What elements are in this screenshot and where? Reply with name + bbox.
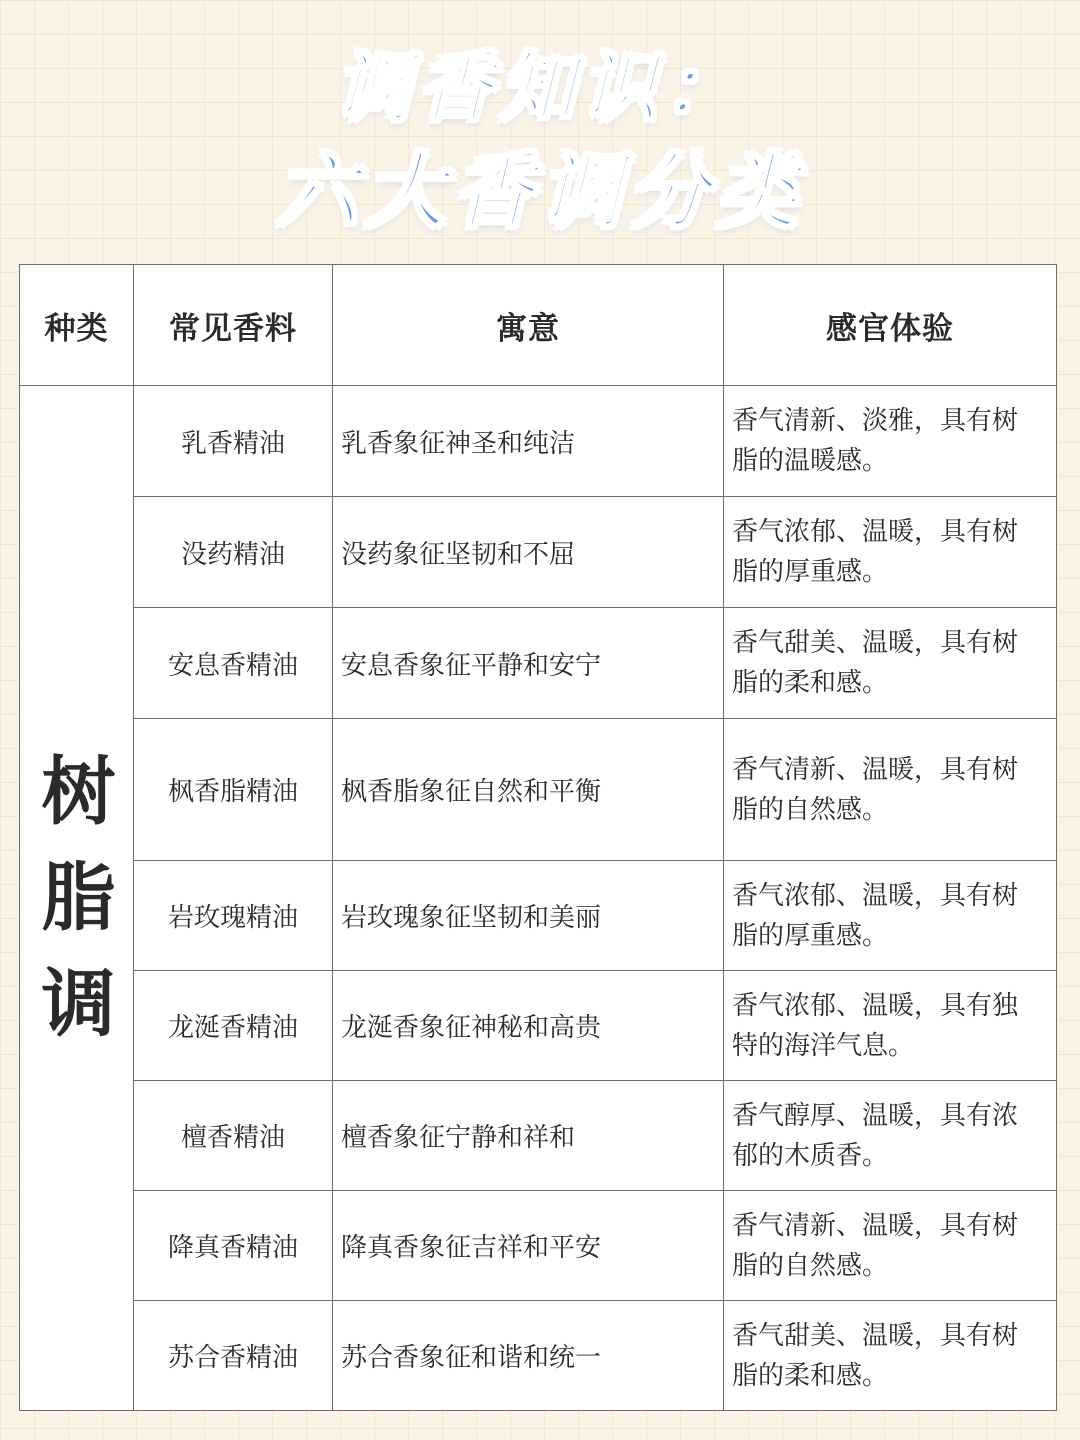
fragrance-table — [19, 264, 1057, 1411]
table-row — [20, 1191, 1057, 1301]
sense-cell: 香气浓郁、温暖，具有树脂的厚重感。 — [724, 861, 1057, 971]
spice-cell: 檀香精油 — [134, 1081, 333, 1191]
table-row — [20, 1081, 1057, 1191]
sense-cell: 香气醇厚、温暖，具有浓郁的木质香。 — [724, 1081, 1057, 1191]
sense-cell: 香气浓郁、温暖，具有树脂的厚重感。 — [724, 497, 1057, 608]
table-row — [20, 719, 1057, 861]
header-spice: 常见香料 — [134, 265, 333, 386]
table-row — [20, 386, 1057, 497]
meaning-cell: 岩玫瑰象征坚韧和美丽 — [333, 861, 724, 971]
table-row — [20, 608, 1057, 719]
meaning-cell: 乳香象征神圣和纯洁 — [333, 386, 724, 497]
category-cell — [20, 386, 134, 1411]
meaning-cell: 没药象征坚韧和不屈 — [333, 497, 724, 608]
sense-cell: 香气清新、温暖，具有树脂的自然感。 — [724, 1191, 1057, 1301]
category-label: 树脂调 — [41, 749, 116, 1047]
spice-cell: 安息香精油 — [134, 608, 333, 719]
page-title-line1: 调香知识： — [335, 43, 745, 132]
table-row — [20, 1301, 1057, 1411]
meaning-cell: 苏合香象征和谐和统一 — [333, 1301, 724, 1411]
meaning-cell: 龙涎香象征神秘和高贵 — [333, 971, 724, 1081]
sense-cell: 香气清新、温暖，具有树脂的自然感。 — [724, 719, 1057, 861]
page-title-line2: 六大香调分类 — [276, 144, 804, 240]
header-meaning: 寓意 — [333, 265, 724, 386]
fragrance-table-container — [19, 264, 1056, 1411]
sense-cell: 香气浓郁、温暖，具有独特的海洋气息。 — [724, 971, 1057, 1081]
spice-cell: 降真香精油 — [134, 1191, 333, 1301]
sense-cell: 香气清新、淡雅，具有树脂的温暖感。 — [724, 386, 1057, 497]
header-sense: 感官体验 — [724, 265, 1057, 386]
meaning-cell: 檀香象征宁静和祥和 — [333, 1081, 724, 1191]
spice-cell: 没药精油 — [134, 497, 333, 608]
table-row — [20, 497, 1057, 608]
table-row — [20, 971, 1057, 1081]
spice-cell: 枫香脂精油 — [134, 719, 333, 861]
spice-cell: 苏合香精油 — [134, 1301, 333, 1411]
meaning-cell: 降真香象征吉祥和平安 — [333, 1191, 724, 1301]
spice-cell: 乳香精油 — [134, 386, 333, 497]
table-row — [20, 861, 1057, 971]
spice-cell: 龙涎香精油 — [134, 971, 333, 1081]
sense-cell: 香气甜美、温暖，具有树脂的柔和感。 — [724, 608, 1057, 719]
sense-cell: 香气甜美、温暖，具有树脂的柔和感。 — [724, 1301, 1057, 1411]
header-type: 种类 — [20, 265, 134, 386]
spice-cell: 岩玫瑰精油 — [134, 861, 333, 971]
meaning-cell: 枫香脂象征自然和平衡 — [333, 719, 724, 861]
table-header-row — [20, 265, 1057, 386]
meaning-cell: 安息香象征平静和安宁 — [333, 608, 724, 719]
